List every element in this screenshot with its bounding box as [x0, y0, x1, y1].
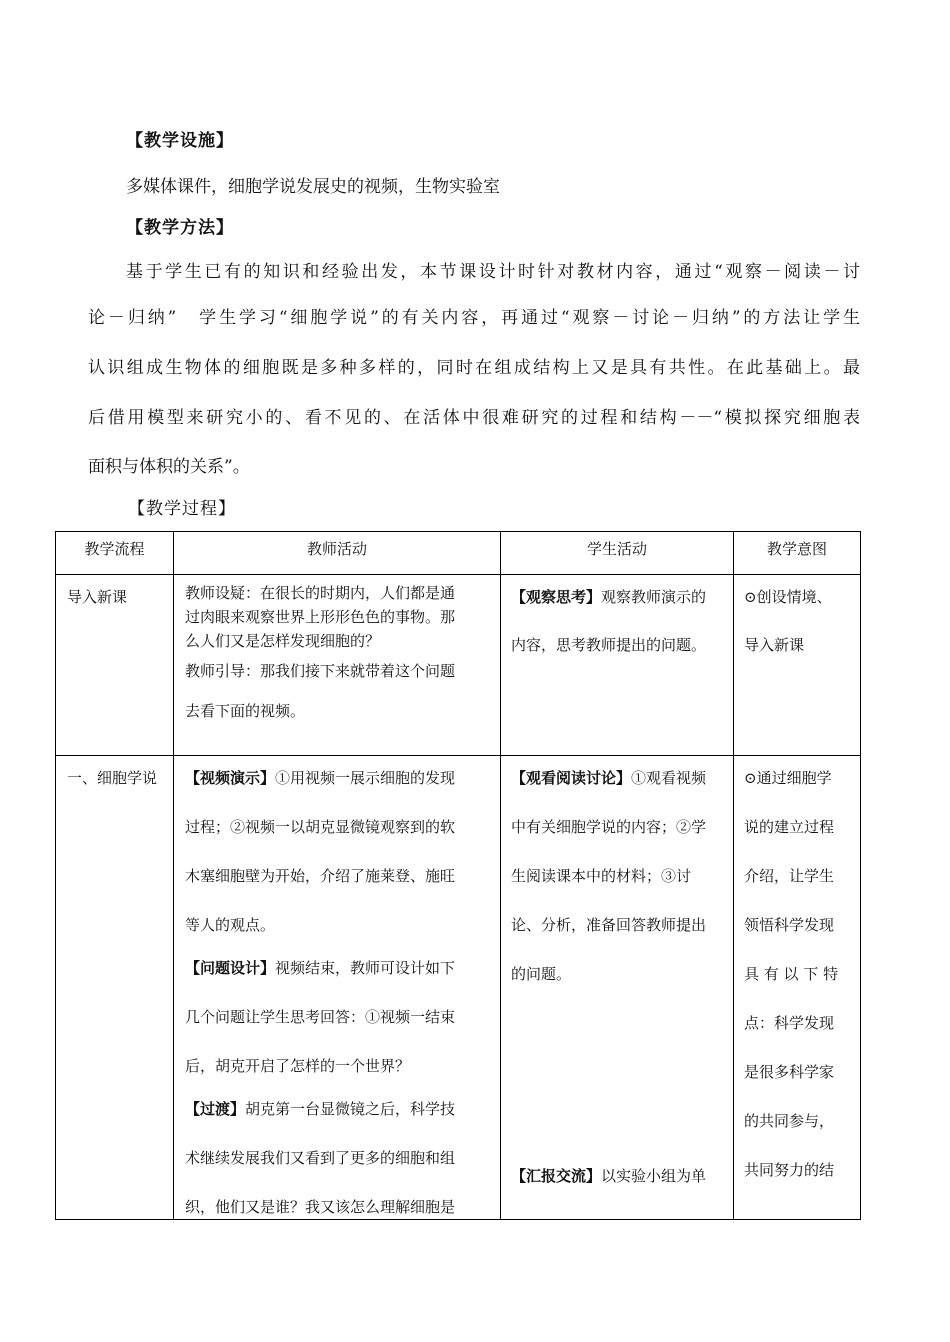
row1-teacher-line: 么人们又是怎样发现细胞的？	[185, 632, 381, 650]
methods-line-3: 认识组成生物体的细胞既是多种多样的，同时在组成结构上又是具有共性。在此基础上。最	[88, 358, 860, 378]
row2-student-line: 生阅读课本中的材料；③讨	[511, 867, 692, 885]
row2-intent-line: 具 有 以 下 特	[744, 965, 839, 983]
row2-teacher-line: 几个问题让学生思考回答：①视频一结束	[185, 1008, 456, 1026]
row2-student-text: 以实验小组为单	[601, 1167, 707, 1185]
row2-teacher-text: ①用视频一展示细胞的发现	[275, 769, 456, 787]
table-row	[56, 756, 861, 1220]
row2-teacher-line: 等人的观点。	[185, 916, 276, 934]
row1-intent-line: ⊙创设情境、	[744, 588, 832, 606]
row2-intent-line: 领悟科学发现	[744, 916, 835, 934]
facilities-heading: 【教学设施】	[126, 131, 234, 151]
row2-intent-line: 是很多科学家	[744, 1063, 835, 1081]
row2-intent-line: 点：科学发现	[744, 1014, 835, 1032]
question-design-tag: 【问题设计】	[185, 959, 276, 977]
row2-flow: 一、细胞学说	[67, 769, 158, 787]
column-header-flow: 教学流程	[84, 540, 145, 558]
row1-teacher-line: 过肉眼来观察世界上形形色色的事物。那	[185, 608, 456, 626]
row2-intent-line: 的共同参与，	[744, 1112, 835, 1130]
row2-teacher-text: 视频结束，教师可设计如下	[275, 959, 456, 977]
row2-student-line: 的问题。	[511, 965, 572, 983]
methods-heading: 【教学方法】	[126, 218, 234, 238]
row2-intent-line: 共同努力的结	[744, 1161, 835, 1179]
methods-line-4: 后借用模型来研究小的、看不见的、在活体中很难研究的过程和结构－－“模拟探究细胞表	[88, 408, 860, 428]
row2-intent-line: ⊙通过细胞学	[744, 769, 832, 787]
row2-intent-line: 介绍，让学生	[744, 867, 835, 885]
row2-teacher-text: 胡克第一台显微镜之后，科学技	[245, 1100, 456, 1118]
row1-teacher-line: 教师引导：那我们接下来就带着这个问题	[185, 662, 456, 680]
row2-teacher-line: 后，胡克开启了怎样的一个世界？	[185, 1057, 411, 1075]
row2-student-line: 论、分析，准备回答教师提出	[511, 916, 707, 934]
row2-teacher-line: 术继续发展我们又看到了更多的细胞和组	[185, 1149, 456, 1167]
transition-tag: 【过渡】	[185, 1100, 246, 1118]
row1-student-text: 观察教师演示的	[601, 588, 707, 606]
methods-line-2: 论－归纳” 学生学习“细胞学说”的有关内容，再通过“观察－讨论－归纳”的方法让学生	[88, 308, 860, 328]
video-demo-tag: 【视频演示】	[185, 769, 276, 787]
row1-intent-line: 导入新课	[744, 636, 805, 654]
methods-line-1: 基于学生已有的知识和经验出发，本节课设计时针对教材内容，通过“观察－阅读－讨	[126, 262, 860, 282]
table-header-row	[56, 532, 861, 575]
column-header-student: 学生活动	[586, 540, 647, 558]
process-heading: 【教学过程】	[128, 499, 236, 519]
row2-intent-line: 说的建立过程	[744, 818, 835, 836]
column-header-intent: 教学意图	[766, 540, 827, 558]
row1-student-tag: 【观察思考】	[511, 588, 602, 606]
row1-teacher-line: 教师设疑：在很长的时期内，人们都是通	[185, 584, 456, 602]
row2-teacher-line: 过程；②视频一以胡克显微镜观察到的软	[185, 818, 456, 836]
row2-teacher-line: 木塞细胞壁为开始，介绍了施莱登、施旺	[185, 867, 456, 885]
table-row	[56, 575, 861, 756]
row2-student-text: ①观看视频	[631, 769, 707, 787]
facilities-text: 多媒体课件，细胞学说发展史的视频，生物实验室	[126, 177, 500, 197]
process-table	[55, 531, 861, 1220]
observe-read-discuss-tag: 【观看阅读讨论】	[511, 769, 632, 787]
row1-student-line: 内容，思考教师提出的问题。	[511, 636, 707, 654]
report-exchange-tag: 【汇报交流】	[511, 1167, 602, 1185]
row1-flow: 导入新课	[67, 588, 128, 606]
methods-line-5: 面积与体积的关系”。	[88, 457, 250, 477]
column-header-teacher: 教师活动	[306, 540, 367, 558]
row1-teacher-line: 去看下面的视频。	[185, 702, 306, 720]
row2-student-line: 中有关细胞学说的内容；②学	[511, 818, 707, 836]
row2-teacher-line: 织，他们又是谁？我又该怎么理解细胞是	[185, 1198, 456, 1216]
